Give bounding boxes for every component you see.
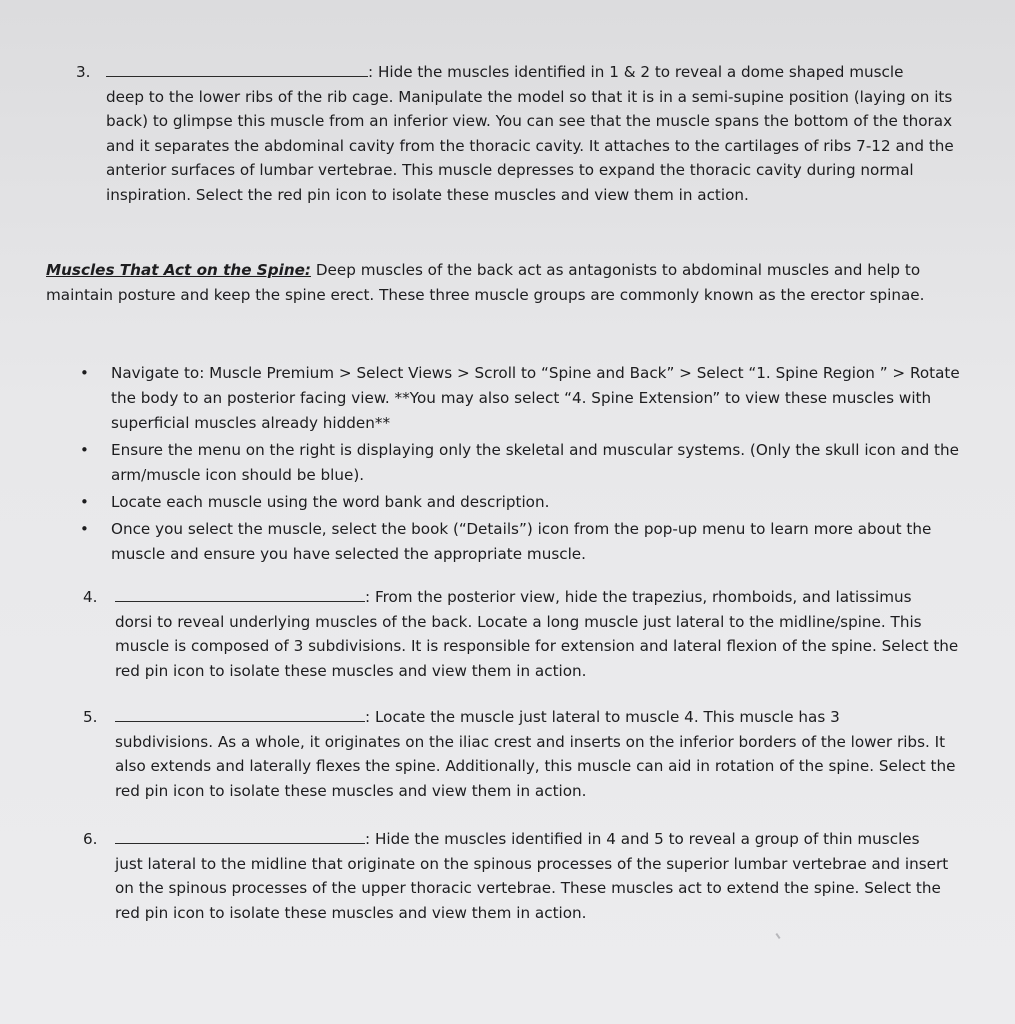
bullet-icon: •: [80, 441, 89, 459]
question-6: [83, 827, 960, 925]
question-text: deep to the lower ribs of the rib cage. Manipulate the model so that it is in a semi-supine position (laying on its back) to glimpse this muscle from an inferior view. You can see that the muscle spans the bottom of the thorax and it separates the abdominal cavity from the thoracic cavity. It attaches to the cartilages of ribs 7-12 and the anterior surfaces of lumbar vertebrae. This muscle depresses to expand the thoracic cavity during normal inspiration. Select the red pin icon to isolate these muscles and view them in action.: [106, 87, 954, 204]
question-number: 5.: [83, 708, 98, 726]
blank-colon: :: [365, 708, 371, 726]
question-text: just lateral to the midline that originate on the spinous processes of the superior lumbar vertebrae and insert on the spinous processes of the upper thoracic vertebrae. These muscles act to extend the spine. Select the red pin icon to isolate these muscles and view them in action.: [115, 854, 949, 922]
question-text: subdivisions. As a whole, it originates on the iliac crest and inserts on the inferior borders of the lower ribs. It also extends and laterally flexes the spine. Additionally, this muscle can aid in rotation of the spine. Select the red pin icon to isolate these muscles and view them in action.: [115, 732, 956, 800]
question-3: [76, 60, 956, 208]
instruction-list: [80, 361, 960, 569]
bullet-icon: •: [80, 364, 89, 382]
section-intro: [46, 258, 966, 308]
question-first-line: : From the posterior view, hide the trapezius, rhomboids, and latissimus: [115, 588, 912, 606]
question-number: 6.: [83, 830, 98, 848]
question-number: 3.: [76, 63, 91, 81]
question-text: dorsi to reveal underlying muscles of the back. Locate a long muscle just lateral to the midline/spine. This muscle is composed of 3 subdivisions. It is responsible for extension and lateral flexion of the spine. Select the red pin icon to isolate these muscles and view them in action.: [115, 612, 959, 680]
list-item: • Locate each muscle using the word bank and description.: [80, 490, 960, 515]
section-text: Deep muscles of the back act as antagonists to abdominal muscles and help to maintain posture and keep the spine erect. These three muscle groups are commonly known as the erector spinae.: [46, 261, 925, 304]
question-4: [83, 585, 960, 683]
question-first-line: : Hide the muscles identified in 4 and 5 to reveal a group of thin muscles: [115, 830, 920, 848]
blank-colon: :: [368, 63, 374, 81]
cursor-mark: [775, 933, 780, 939]
blank-colon: :: [365, 830, 371, 848]
question-first-line: : Locate the muscle just lateral to muscle 4. This muscle has 3: [115, 708, 840, 726]
list-item: • Navigate to: Muscle Premium > Select Views > Scroll to “Spine and Back” > Select “1. Spine Region ” > Rotate the body to an posterior facing view. **You may also select “4. Spine Extension” to view these muscles with superficial muscles already hidden**: [80, 361, 960, 436]
question-5: [83, 705, 960, 803]
answer-blank[interactable]: [115, 828, 365, 844]
answer-blank[interactable]: [115, 586, 365, 602]
bullet-icon: •: [80, 520, 89, 538]
list-item: • Ensure the menu on the right is displaying only the skeletal and muscular systems. (Only the skull icon and the arm/muscle icon should be blue).: [80, 438, 960, 488]
bullet-icon: •: [80, 493, 89, 511]
answer-blank[interactable]: [115, 706, 365, 722]
question-number: 4.: [83, 588, 98, 606]
question-first-line: : Hide the muscles identified in 1 & 2 to reveal a dome shaped muscle: [106, 63, 903, 81]
blank-colon: :: [365, 588, 371, 606]
list-item: • Once you select the muscle, select the book (“Details”) icon from the pop-up menu to learn more about the muscle and ensure you have selected the appropriate muscle.: [80, 517, 960, 567]
section-heading: Muscles That Act on the Spine:: [46, 261, 312, 279]
answer-blank[interactable]: [106, 61, 368, 77]
